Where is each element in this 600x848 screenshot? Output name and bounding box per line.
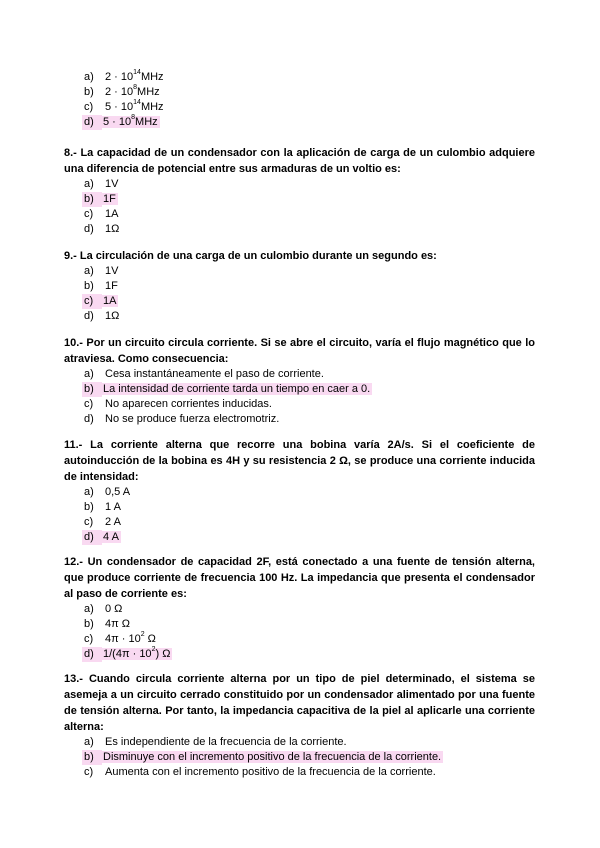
option-c-highlighted <box>64 294 535 309</box>
option-a <box>64 367 535 382</box>
option-text: 1V <box>105 265 119 277</box>
option-letter: b) <box>84 86 94 98</box>
option-letter: a) <box>84 178 94 190</box>
option-letter: d) <box>84 223 94 235</box>
option-a <box>64 485 535 500</box>
option-letter: d) <box>84 413 94 425</box>
option-text: 0,5 A <box>105 486 131 498</box>
option-letter: d) <box>82 530 102 545</box>
option-d <box>64 309 535 324</box>
option-text: 1 A <box>105 501 121 513</box>
option-letter: d) <box>82 115 102 130</box>
option-b <box>64 617 535 632</box>
option-text: $1/(4\pi \cdot 10^2)$ Ω <box>103 646 171 660</box>
option-text: 1F <box>105 280 118 292</box>
option-b-highlighted <box>64 750 535 765</box>
question-stem: 8.- La capacidad de un condensador con la aplicación de carga de un culombio adquiere una diferencia de potencial entre sus armaduras de un voltio es: <box>64 147 535 175</box>
option-letter: b) <box>82 750 102 765</box>
option-text: 1Ω <box>105 223 120 235</box>
question-12 <box>64 554 535 662</box>
option-letter: a) <box>84 603 94 615</box>
option-b <box>64 279 535 294</box>
option-d <box>64 222 535 237</box>
option-text: 1A <box>105 208 119 220</box>
option-letter: c) <box>84 398 94 410</box>
option-text: La intensidad de corriente tarda un tiempo en caer a 0. <box>103 383 371 395</box>
option-text: $2 \cdot 10^{14}MHz$ <box>105 69 164 83</box>
option-b-highlighted <box>64 382 535 397</box>
option-letter: c) <box>84 208 94 220</box>
option-text: Es independiente de la frecuencia de la corriente. <box>105 736 347 748</box>
option-a <box>64 602 535 617</box>
option-letter: c) <box>82 294 102 309</box>
option-a <box>64 735 535 750</box>
option-b <box>64 500 535 515</box>
option-text: No se produce fuerza electromotriz. <box>105 413 280 425</box>
option-d-highlighted <box>64 647 535 662</box>
option-c <box>64 397 535 412</box>
option-text: $4\pi \cdot 10^2$ Ω <box>105 631 156 645</box>
option-text: 1Ω <box>105 310 120 322</box>
option-letter: a) <box>84 736 94 748</box>
option-b <box>64 85 535 100</box>
question-8 <box>64 145 535 237</box>
option-a <box>64 264 535 279</box>
option-c <box>64 632 535 647</box>
option-letter: c) <box>84 633 94 645</box>
option-letter: d) <box>84 310 94 322</box>
option-d-highlighted <box>64 530 535 545</box>
option-text: $5 \cdot 10^{14}MHz$ <box>105 99 164 113</box>
option-text: Cesa instantáneamente el paso de corriente. <box>105 368 324 380</box>
option-c <box>64 515 535 530</box>
option-letter: a) <box>84 71 94 83</box>
option-letter: b) <box>82 192 102 207</box>
option-text: Disminuye con el incremento positivo de la frecuencia de la corriente. <box>103 751 442 763</box>
option-text: $5 \cdot 10^8MHz$ <box>103 114 158 128</box>
option-letter: a) <box>84 368 94 380</box>
option-letter: d) <box>82 647 102 662</box>
question-11 <box>64 437 535 545</box>
question-7-options <box>64 70 535 130</box>
option-a <box>64 177 535 192</box>
option-letter: c) <box>84 766 94 778</box>
question-stem: 9.- La circulación de una carga de un culombio durante un segundo es: <box>64 250 437 262</box>
option-d-highlighted <box>64 115 535 130</box>
option-c <box>64 765 535 780</box>
option-b-highlighted <box>64 192 535 207</box>
question-stem: 12.- Un condensador de capacidad 2F, está conectado a una fuente de tensión alterna, que produce corriente de frecuencia 100 Hz. La impedancia que presenta el condensador al paso de corriente es: <box>64 556 535 600</box>
option-letter: b) <box>84 501 94 513</box>
option-c <box>64 207 535 222</box>
question-stem: 11.- La corriente alterna que recorre una bobina varía 2A/s. Si el coeficiente de autoinducción de la bobina es 4H y su resistencia 2 Ω, se produce una corriente inducida de intensidad: <box>64 439 535 483</box>
question-13 <box>64 671 535 780</box>
option-letter: b) <box>84 618 94 630</box>
option-text: 1V <box>105 178 119 190</box>
option-letter: c) <box>84 101 94 113</box>
option-text: 1F <box>103 193 116 205</box>
question-9 <box>64 248 535 324</box>
question-stem: 13.- Cuando circula corriente alterna por un tipo de piel determinado, el sistema se asemeja a un circuito cerrado constituido por un condensador alimentado por una fuente de tensión alterna. Por tanto, la impedancia capacitiva de la piel al aplicarle una corriente alterna: <box>64 673 535 733</box>
option-text: 0 Ω <box>105 603 123 615</box>
question-stem: 10.- Por un circuito circula corriente. Si se abre el circuito, varía el flujo magnético que lo atraviesa. Como consecuencia: <box>64 337 535 365</box>
option-letter: b) <box>84 280 94 292</box>
option-text: Aumenta con el incremento positivo de la frecuencia de la corriente. <box>105 766 436 778</box>
option-text: No aparecen corrientes inducidas. <box>105 398 272 410</box>
option-letter: a) <box>84 265 94 277</box>
option-a <box>64 70 535 85</box>
option-text: 4 A <box>103 531 119 543</box>
option-c <box>64 100 535 115</box>
question-10 <box>64 335 535 427</box>
option-text: 2 A <box>105 516 121 528</box>
option-letter: a) <box>84 486 94 498</box>
option-text: 4π Ω <box>105 618 130 630</box>
option-letter: c) <box>84 516 94 528</box>
option-text: 1A <box>103 295 117 307</box>
option-letter: b) <box>82 382 102 397</box>
option-d <box>64 412 535 427</box>
option-text: $2 \cdot 10^8MHz$ <box>105 84 160 98</box>
